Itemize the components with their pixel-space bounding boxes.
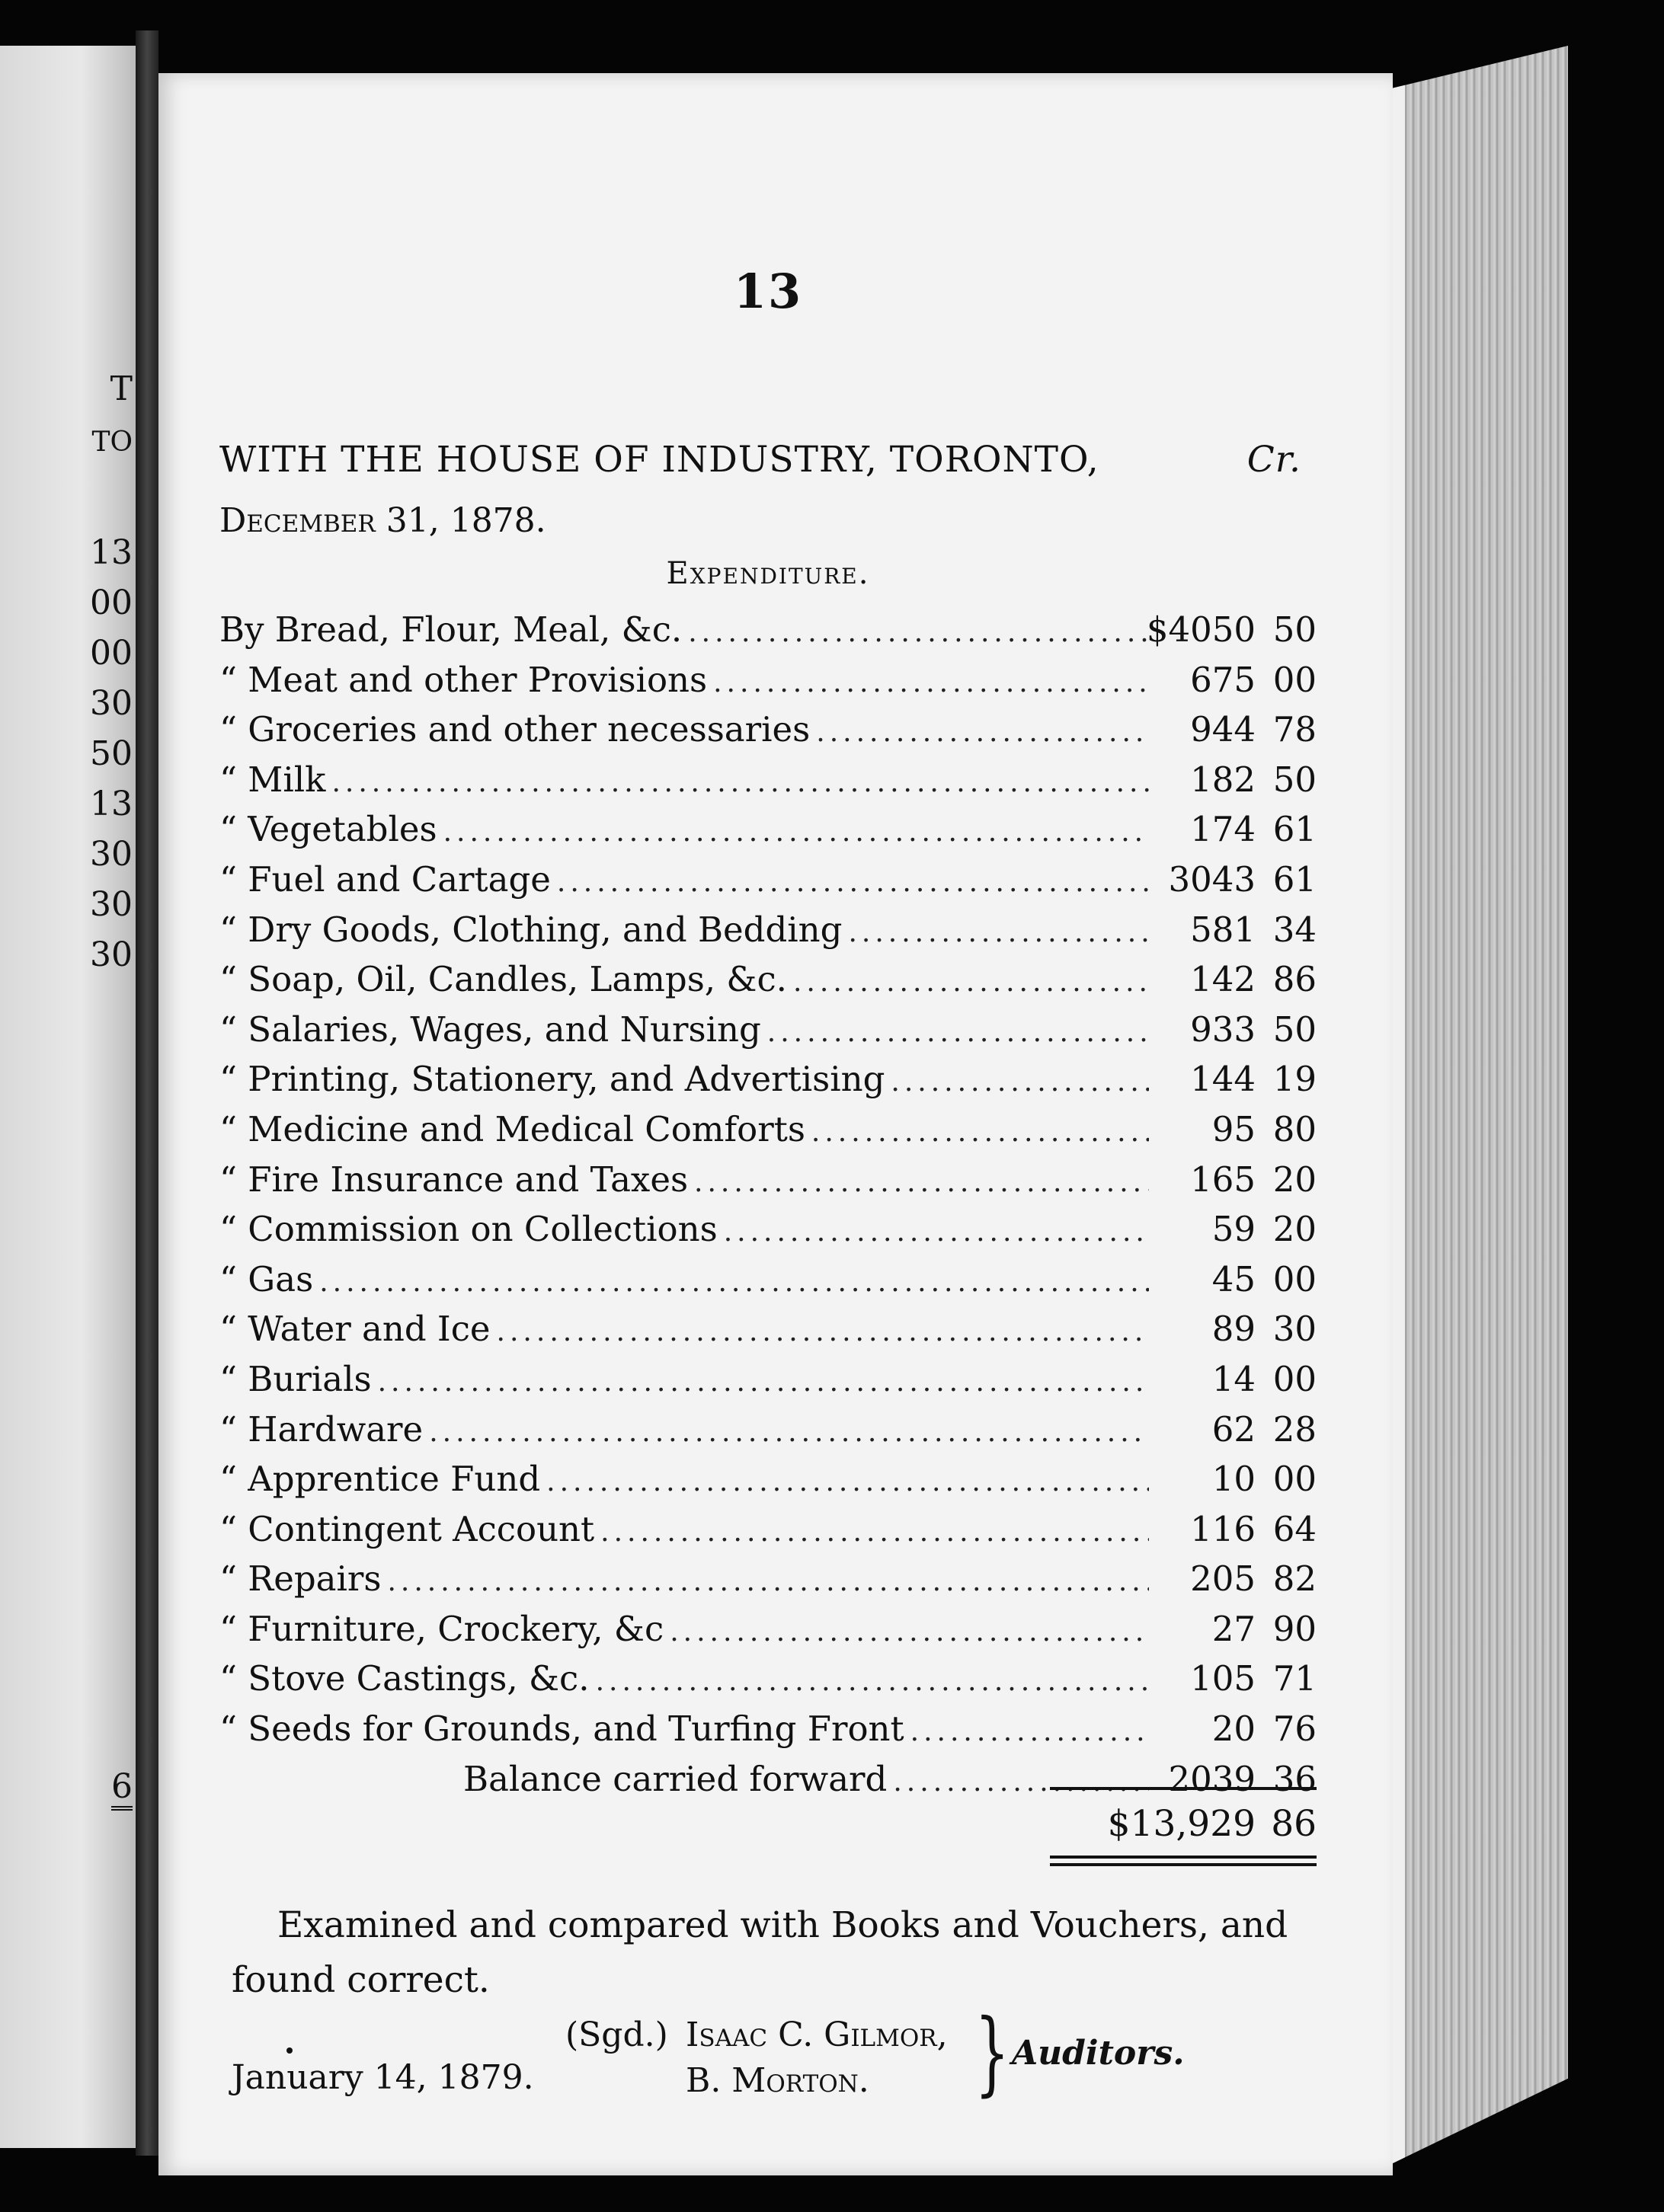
item-dollars: 2039: [1168, 1758, 1256, 1799]
ledger-row: [219, 1704, 1317, 1754]
item-cents: 76: [1272, 1709, 1317, 1750]
fragment: 30: [90, 684, 133, 723]
item-label: “ Vegetables .....: [219, 804, 1149, 858]
item-dollars: 182: [1190, 759, 1256, 800]
item-cents: 80: [1272, 1108, 1317, 1149]
item-cents: 00: [1272, 1358, 1317, 1399]
fragment: 00: [90, 634, 133, 673]
item-dollars: 675: [1190, 659, 1256, 700]
item-cents: 61: [1272, 858, 1317, 900]
item-cents: 20: [1272, 1209, 1317, 1250]
item-cents: 50: [1272, 1009, 1317, 1050]
item-cents: 82: [1272, 1558, 1317, 1600]
item-cents: 86: [1272, 959, 1317, 1000]
total-rule: [1050, 1787, 1317, 1790]
ledger-row: [219, 1104, 1317, 1155]
ledger-row: [219, 1255, 1317, 1305]
item-cents: 19: [1272, 1059, 1317, 1100]
fragment: 13: [90, 785, 133, 823]
ledger-page: [158, 73, 1393, 2175]
facing-page: [0, 46, 136, 2148]
item-label: “ Water and Ice .....: [219, 1304, 1149, 1357]
item-label: “ Apprentice Fund .....: [219, 1454, 1149, 1507]
item-label: “ Contingent Account .....: [219, 1504, 1149, 1558]
item-label: “ Dry Goods, Clothing, and Bedding .....: [219, 905, 1149, 958]
ledger-row: [219, 1554, 1317, 1604]
item-cents: 61: [1272, 809, 1317, 850]
signature-date: January 14, 1879.: [232, 2058, 534, 2097]
fragment: 30: [90, 885, 133, 924]
item-dollars: 89: [1211, 1309, 1256, 1350]
ledger-row: [219, 855, 1317, 905]
item-label: “ Furniture, Crockery, &c .....: [219, 1604, 1149, 1657]
page-number: 13: [733, 264, 803, 319]
ledger-row: [219, 1204, 1317, 1255]
credit-mark: Cr.: [1246, 439, 1301, 481]
item-cents: 00: [1272, 1459, 1317, 1500]
item-cents: 50: [1272, 759, 1317, 800]
ledger-row: [219, 655, 1317, 705]
total-row: [1050, 1799, 1317, 1849]
signature-block: [232, 2000, 1314, 2110]
item-dollars: 20: [1211, 1709, 1256, 1750]
fragment: 13: [90, 533, 133, 572]
item-dollars: 95: [1211, 1108, 1256, 1149]
total-double-rule: [1050, 1856, 1317, 1866]
certification-text: Examined and compared with Books and Vouchers, and found correct.: [232, 1904, 1288, 2001]
total-dollars: $13,929: [1107, 1803, 1256, 1845]
item-label: “ Commission on Collections .....: [219, 1204, 1149, 1258]
ledger-row: [219, 1054, 1317, 1104]
item-dollars: 14: [1211, 1358, 1256, 1399]
item-dollars: $4050: [1146, 609, 1256, 650]
item-cents: 78: [1272, 709, 1317, 750]
facing-page-fragments: [90, 46, 136, 2148]
item-label: “ Hardware .....: [219, 1405, 1149, 1458]
ledger-row: [219, 1654, 1317, 1704]
total-cents: 86: [1271, 1803, 1317, 1845]
ledger-row: [219, 605, 1317, 655]
item-cents: 50: [1272, 609, 1317, 650]
ledger-row: [219, 1005, 1317, 1055]
fragment: 00: [90, 583, 133, 622]
page-edges: [1393, 46, 1568, 2163]
ledger-row: [219, 804, 1317, 855]
ledger-row: [219, 1304, 1317, 1354]
item-dollars: 165: [1190, 1159, 1256, 1200]
section-title: Expenditure.: [666, 556, 870, 591]
item-label: “ Medicine and Medical Comforts .....: [219, 1104, 1149, 1158]
fragment: T: [110, 369, 133, 408]
item-label: By Bread, Flour, Meal, &c. .....: [219, 605, 1149, 658]
ledger-row: [219, 1604, 1317, 1654]
item-cents: 20: [1272, 1159, 1317, 1200]
item-label: “ Meat and other Provisions .....: [219, 655, 1149, 708]
expenditure-ledger: [219, 605, 1317, 1804]
item-dollars: 944: [1190, 709, 1256, 750]
item-cents: 34: [1272, 909, 1317, 950]
item-dollars: 116: [1190, 1508, 1256, 1549]
fragment: 30: [90, 935, 133, 974]
item-dollars: 45: [1211, 1258, 1256, 1299]
signed-mark: (Sgd.): [565, 2015, 668, 2054]
item-label: “ Fuel and Cartage .....: [219, 855, 1149, 908]
auditor-name: B. Morton.: [686, 2061, 869, 2100]
item-label: “ Fire Insurance and Taxes .....: [219, 1155, 1149, 1208]
auditor-name: Isaac C. Gilmor,: [686, 2015, 948, 2054]
book-gutter: [136, 30, 158, 2156]
item-dollars: 144: [1190, 1059, 1256, 1100]
item-label: “ Gas .....: [219, 1255, 1149, 1308]
total-block: [1050, 1787, 1317, 1871]
auditors-label: Auditors.: [1012, 2034, 1185, 2073]
ledger-row: [219, 1454, 1317, 1504]
item-label: “ Salaries, Wages, and Nursing .....: [219, 1005, 1149, 1058]
item-label: “ Seeds for Grounds, and Turfing Front .....: [219, 1704, 1149, 1757]
item-label: “ Printing, Stationery, and Advertising .....: [219, 1054, 1149, 1108]
item-label: “ Soap, Oil, Candles, Lamps, &c. .....: [219, 954, 1149, 1008]
item-cents: 00: [1272, 659, 1317, 700]
fragment: 30: [90, 835, 133, 874]
item-label: “ Groceries and other necessaries .....: [219, 705, 1149, 758]
item-dollars: 27: [1211, 1608, 1256, 1649]
ink-speck: [286, 2047, 293, 2054]
item-cents: 71: [1272, 1658, 1317, 1699]
ledger-row: [219, 705, 1317, 755]
item-dollars: 62: [1211, 1408, 1256, 1450]
heading-title: WITH THE HOUSE OF INDUSTRY, TORONTO,: [219, 439, 1099, 481]
ledger-row: [219, 1504, 1317, 1555]
item-label: “ Burials .....: [219, 1354, 1149, 1408]
item-cents: 30: [1272, 1309, 1317, 1350]
item-dollars: 59: [1211, 1209, 1256, 1250]
fragment: 50: [90, 734, 133, 773]
item-dollars: 933: [1190, 1009, 1256, 1050]
item-dollars: 10: [1211, 1459, 1256, 1500]
statement-date: December 31, 1878.: [219, 501, 546, 540]
item-label: “ Repairs .....: [219, 1554, 1149, 1607]
item-dollars: 3043: [1168, 858, 1256, 900]
ledger-row: [219, 954, 1317, 1005]
item-dollars: 581: [1190, 909, 1256, 950]
item-label: “ Stove Castings, &c. .....: [219, 1654, 1149, 1707]
item-dollars: 174: [1190, 809, 1256, 850]
item-dollars: 142: [1190, 959, 1256, 1000]
fragment: 6: [111, 1767, 133, 1811]
ledger-row: [219, 905, 1317, 955]
item-cents: 00: [1272, 1258, 1317, 1299]
item-cents: 90: [1272, 1608, 1317, 1649]
item-dollars: 105: [1190, 1658, 1256, 1699]
item-cents: 28: [1272, 1408, 1317, 1450]
ledger-row: [219, 1155, 1317, 1205]
item-label: Balance carried forward .....: [463, 1754, 1149, 1808]
brace-glyph: }: [974, 2000, 1010, 2106]
item-cents: 36: [1272, 1758, 1317, 1799]
item-cents: 64: [1272, 1508, 1317, 1549]
ledger-row: [219, 1354, 1317, 1405]
item-label: “ Milk .....: [219, 755, 1149, 808]
ledger-row: [219, 755, 1317, 805]
ledger-row: [219, 1405, 1317, 1455]
item-dollars: 205: [1190, 1558, 1256, 1600]
fragment: TO: [91, 427, 133, 458]
